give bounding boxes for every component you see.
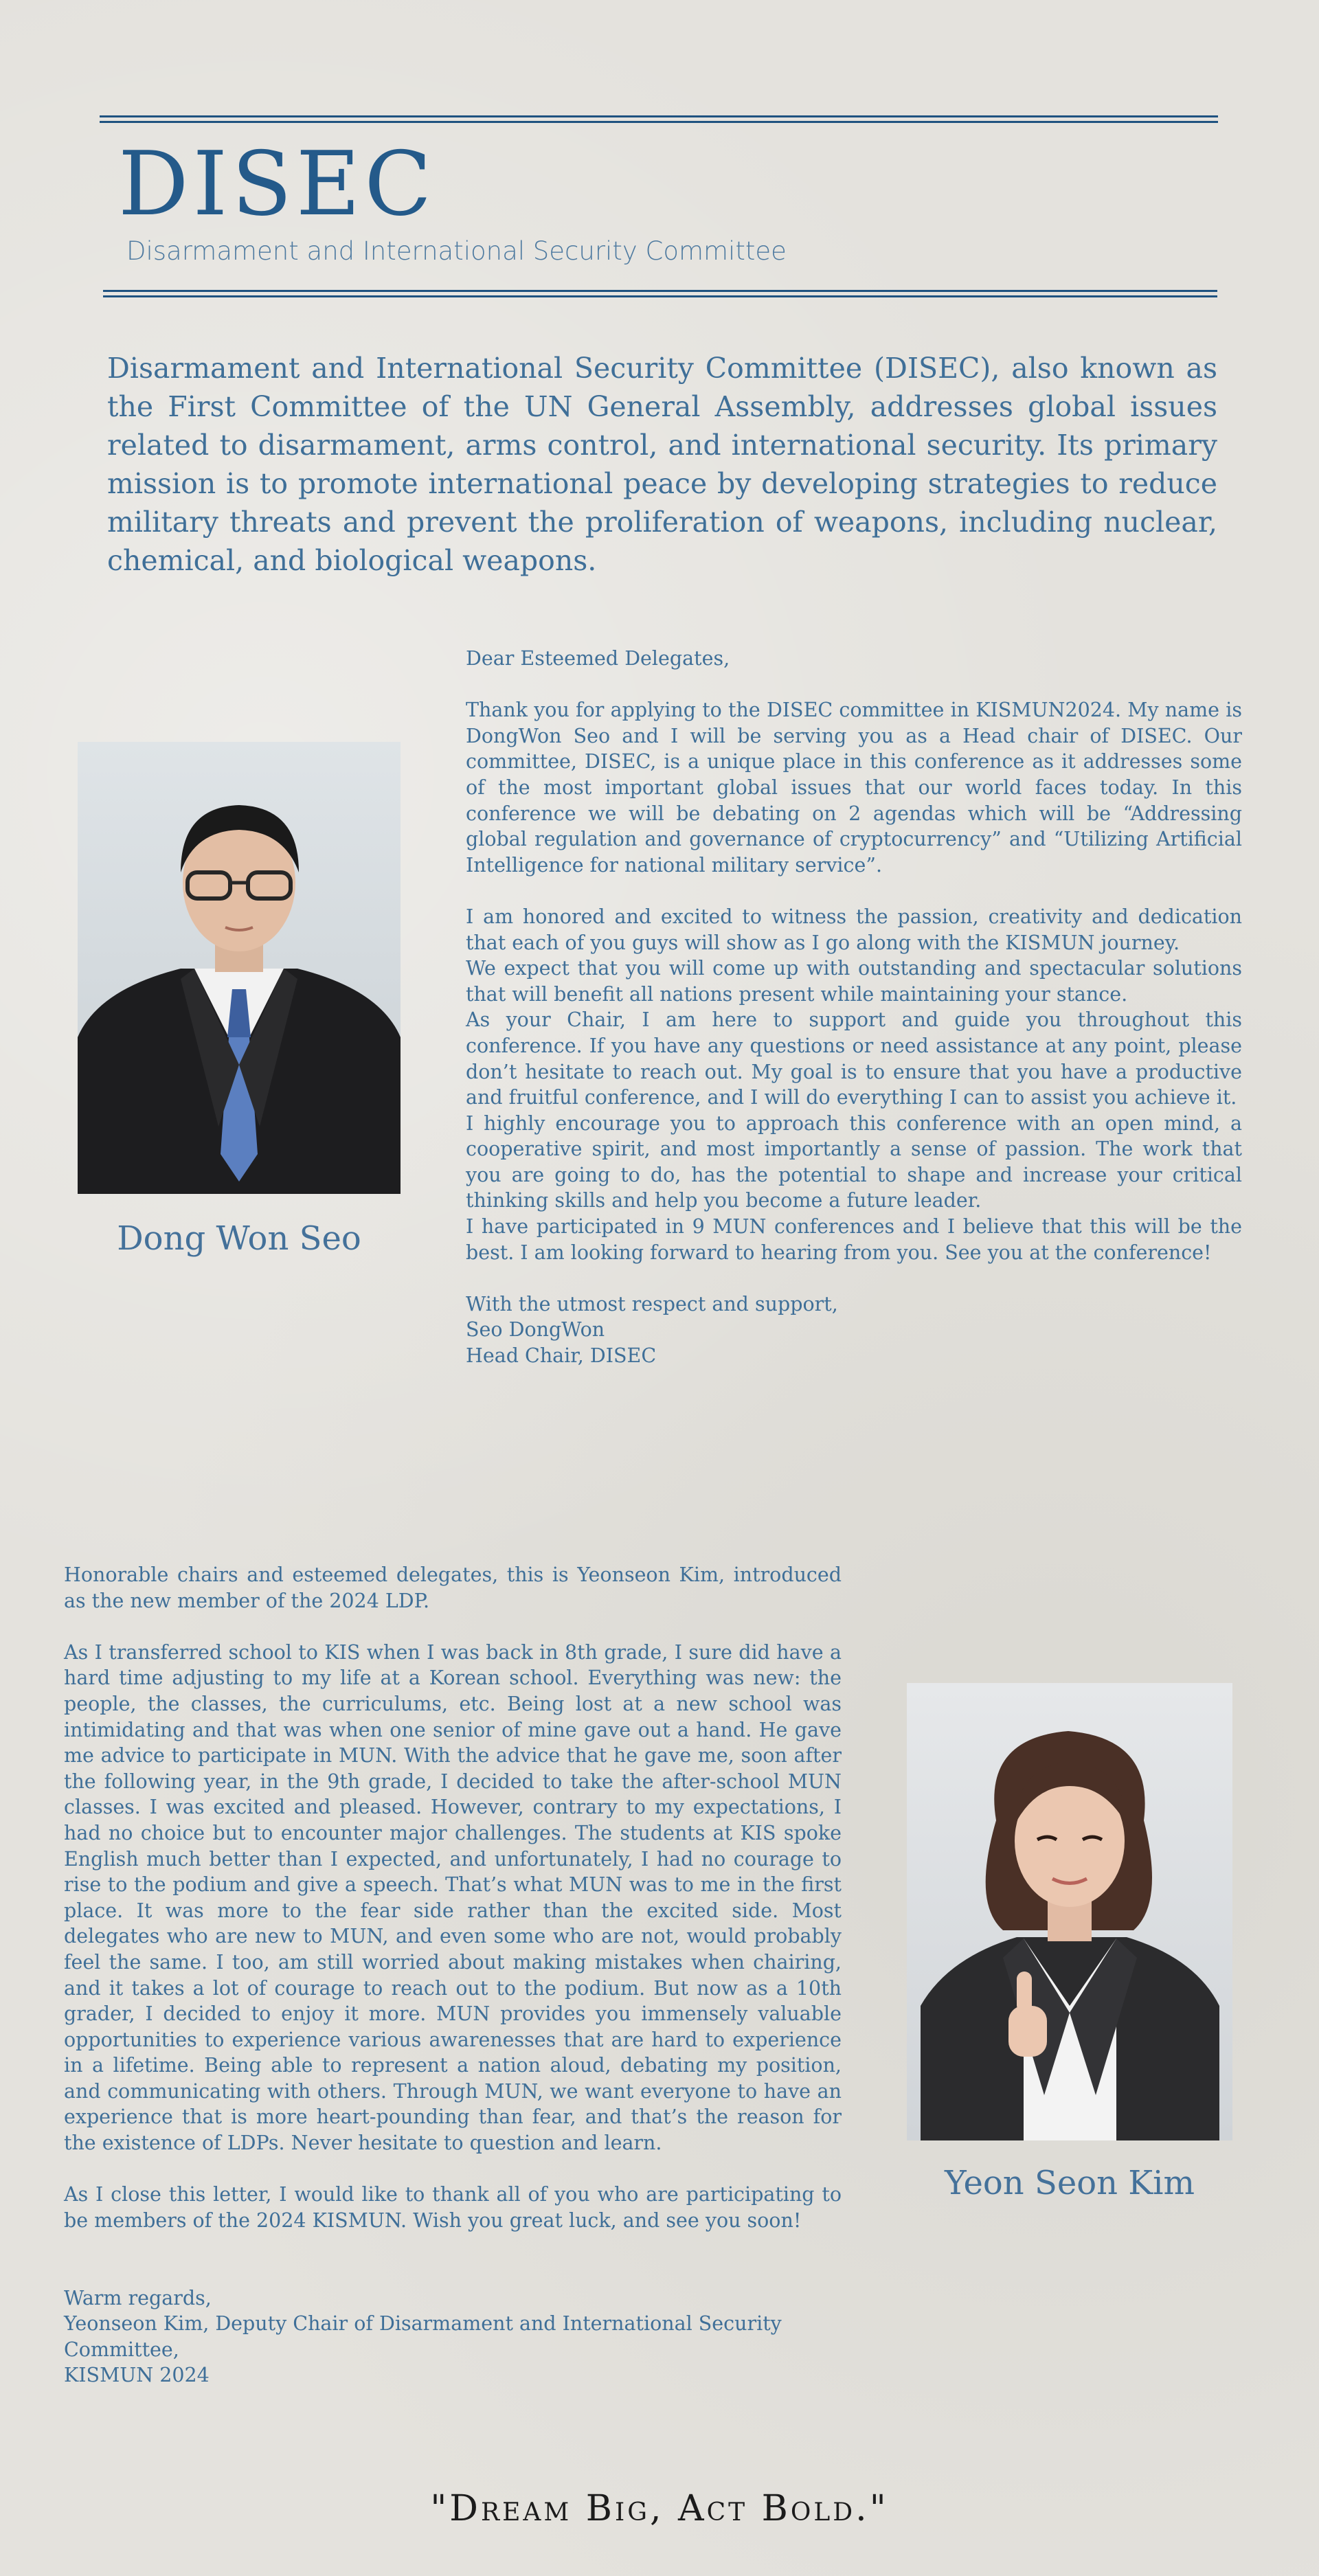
deputy-name: Yeon Seon Kim bbox=[944, 2164, 1195, 2202]
deputy-letter-closing: Warm regards, bbox=[64, 2286, 212, 2309]
bottom-double-rule bbox=[103, 290, 1217, 297]
committee-subtitle: Disarmament and International Security Committee bbox=[126, 236, 787, 266]
chair-letter bbox=[466, 646, 1242, 1369]
deputy-portrait-illustration bbox=[907, 1683, 1232, 2140]
chair-name: Dong Won Seo bbox=[117, 1219, 361, 1258]
chair-letter-greeting: Dear Esteemed Delegates, bbox=[466, 647, 730, 670]
deputy-letter-paragraph: As I transferred school to KIS when I was back in 8th grade, I sure did have a hard time adjusting to my life at a Korean school. Everything was new: the people, the classes, the curriculums, etc. Being lost at a new school was intimidating and that was when one senior of mine gave out a hand. He gave me advice to participate in MUN. With the advice that he gave me, soon after the following year, in the 9th grade, I decided to take the after-school MUN classes. I was excited and pleased. However, contrary to my expectations, I had no choice but to encounter major challenges. The students at KIS spoke English much better than I expected, and unfortunately, I had no courage to rise to the podium and give a speech. That’s what MUN was to me in the first place. It was more to the fear side rather than the excited side. Most delegates who are new to MUN, and even some who are not, would probably feel the same. I too, am still worried about making mistakes when chairing, and it takes a lot of courage to reach out to the podium. But now as a 10th grader, I decided to enjoy it more. MUN provides you immensely valuable opportunities to experience various awarenesses that are hard to experience in a lifetime. Being able to represent a nation aloud, debating my position, and communicating with others. Through MUN, we want everyone to have an experience that is more heart-pounding than fear, and that’s the reason for the existence of LDPs. Never hesitate to question and learn. bbox=[64, 1640, 842, 2155]
deputy-letter-organization: KISMUN 2024 bbox=[64, 2364, 210, 2387]
committee-intro: Disarmament and International Security Committee (DISEC), also known as the First Committee of the UN General Assembly, addresses global issues related to disarmament, arms control, and international security. Its primary mission is to promote international peace by developing strategies to reduce military threats and prevent the proliferation of weapons, including nuclear, chemical, and biological weapons. bbox=[107, 352, 1217, 577]
chair-letter-paragraph: I highly encourage you to approach this conference with an open mind, a cooperative spirit, and most importantly a sense of passion. The work that you are going to do, has the potential to shape and increase your critical thinking skills and help you become a future leader. bbox=[466, 1111, 1242, 1212]
chair-letter-closing: With the utmost respect and support, bbox=[466, 1292, 838, 1315]
chair-letter-paragraph: I am honored and excited to witness the passion, creativity and dedication that each of you guys will show as I go along with the KISMUN journey. bbox=[466, 905, 1242, 954]
chair-letter-signature: Seo DongWon bbox=[466, 1318, 605, 1342]
deputy-letter-paragraph: As I close this letter, I would like to thank all of you who are participating to be members of the 2024 KISMUN. Wish you great luck, and see you soon! bbox=[64, 2183, 842, 2232]
deputy-letter-paragraph: Honorable chairs and esteemed delegates, this is Yeonseon Kim, introduced as the new member of the 2024 LDP. bbox=[64, 1563, 842, 1612]
chair-portrait-illustration bbox=[78, 742, 401, 1194]
chair-letter-paragraph: Thank you for applying to the DISEC committee in KISMUN2024. My name is DongWon Seo and I will be serving you as a Head chair of DISEC. Our committee, DISEC, is a unique place in this conference as it addresses some of the most important global issues that our world faces today. In this conference we will be debating on 2 agendas which will be “Addressing global regulation and governance of cryptocurrency” and “Utilizing Artificial Intelligence for national military service”. bbox=[466, 699, 1242, 877]
chair-letter-paragraph: We expect that you will come up with outstanding and spectacular solutions that will benefit all nations present while maintaining your stance. bbox=[466, 957, 1242, 1006]
deputy-letter-signature: Yeonseon Kim, Deputy Chair of Disarmament and International Security Committee, bbox=[64, 2312, 782, 2361]
committee-logo: DISEC bbox=[118, 133, 436, 236]
chair-letter-title: Head Chair, DISEC bbox=[466, 1344, 657, 1368]
chair-photo bbox=[78, 742, 401, 1194]
deputy-photo bbox=[907, 1683, 1232, 2140]
chair-letter-paragraph: I have participated in 9 MUN conferences and I believe that this will be the best. I am looking forward to hearing from you. See you at the conference! bbox=[466, 1215, 1242, 1264]
chair-letter-paragraph: As your Chair, I am here to support and guide you throughout this conference. If you have any questions or need assistance at any point, please don’t hesitate to reach out. My goal is to ensure that you have a productive and fruitful conference, and I will do everything I can to assist you achieve it. bbox=[466, 1008, 1242, 1109]
deputy-letter bbox=[64, 1562, 842, 2388]
footer-motto: "Dream Big, Act Bold." bbox=[430, 2488, 889, 2529]
top-double-rule bbox=[100, 115, 1218, 123]
